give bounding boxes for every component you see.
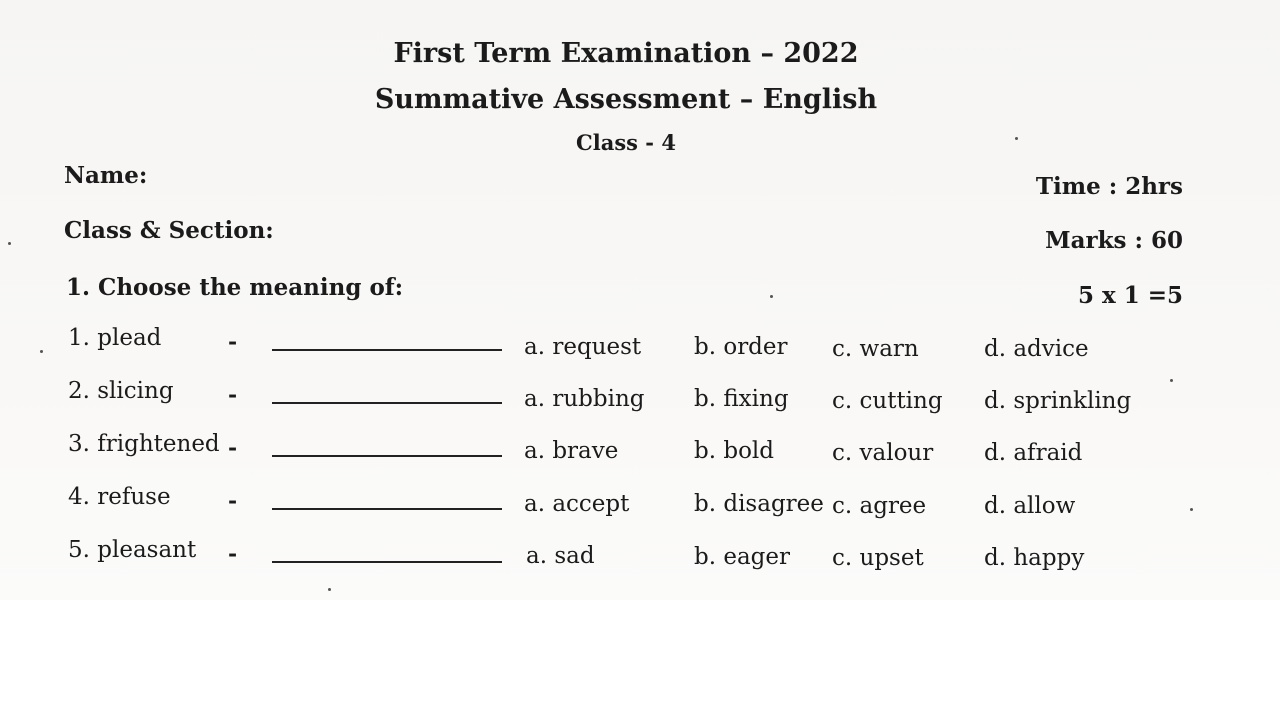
option-c: c. valour xyxy=(832,440,934,466)
question-dash: - xyxy=(228,488,238,514)
section-1-heading: 1. Choose the meaning of: xyxy=(66,274,404,301)
option-b: b. eager xyxy=(694,544,790,570)
option-a: a. request xyxy=(524,334,642,360)
option-c: c. agree xyxy=(832,493,927,519)
paper-speck xyxy=(1170,379,1173,382)
question-dash: - xyxy=(228,329,238,355)
question-word: 3. frightened xyxy=(68,431,220,457)
paper-speck xyxy=(8,242,11,245)
paper-speck xyxy=(1015,137,1018,140)
option-c: c. warn xyxy=(832,336,919,362)
answer-blank-line xyxy=(272,508,502,510)
question-dash: - xyxy=(228,382,238,408)
question-word: 5. pleasant xyxy=(68,537,197,563)
section-1-marks: 5 x 1 =5 xyxy=(1077,282,1183,309)
option-c: c. cutting xyxy=(832,388,943,414)
paper-speck xyxy=(40,350,43,353)
option-d: d. advice xyxy=(984,336,1089,362)
time-label: Time : 2hrs xyxy=(1035,173,1183,200)
answer-blank-line xyxy=(272,402,502,404)
exam-class: Class - 4 xyxy=(576,130,676,155)
class-section-label: Class & Section: xyxy=(64,217,274,244)
option-b: b. fixing xyxy=(694,386,789,412)
question-word: 1. plead xyxy=(68,325,162,351)
option-b: b. bold xyxy=(694,438,774,464)
option-a: a. sad xyxy=(526,543,595,569)
exam-subject: Summative Assessment – English xyxy=(374,84,878,115)
option-b: b. disagree xyxy=(694,491,824,517)
question-dash: - xyxy=(228,541,238,567)
answer-blank-line xyxy=(272,455,502,457)
name-label: Name: xyxy=(64,162,148,189)
option-b: b. order xyxy=(694,334,788,360)
question-word: 2. slicing xyxy=(68,378,174,404)
question-dash: - xyxy=(228,435,238,461)
option-d: d. happy xyxy=(984,545,1085,571)
marks-label: Marks : 60 xyxy=(1045,227,1183,254)
option-d: d. sprinkling xyxy=(984,388,1132,414)
option-c: c. upset xyxy=(832,545,924,571)
question-word: 4. refuse xyxy=(68,484,171,510)
paper-speck xyxy=(328,588,331,591)
option-d: d. afraid xyxy=(984,440,1083,466)
option-a: a. brave xyxy=(524,438,619,464)
option-a: a. rubbing xyxy=(524,386,645,412)
answer-blank-line xyxy=(272,349,502,351)
paper-speck xyxy=(1190,508,1193,511)
exam-title: First Term Examination – 2022 xyxy=(393,38,859,69)
option-a: a. accept xyxy=(524,491,630,517)
blank-background xyxy=(0,600,1280,720)
option-d: d. allow xyxy=(984,493,1076,519)
answer-blank-line xyxy=(272,561,502,563)
paper-speck xyxy=(770,295,773,298)
